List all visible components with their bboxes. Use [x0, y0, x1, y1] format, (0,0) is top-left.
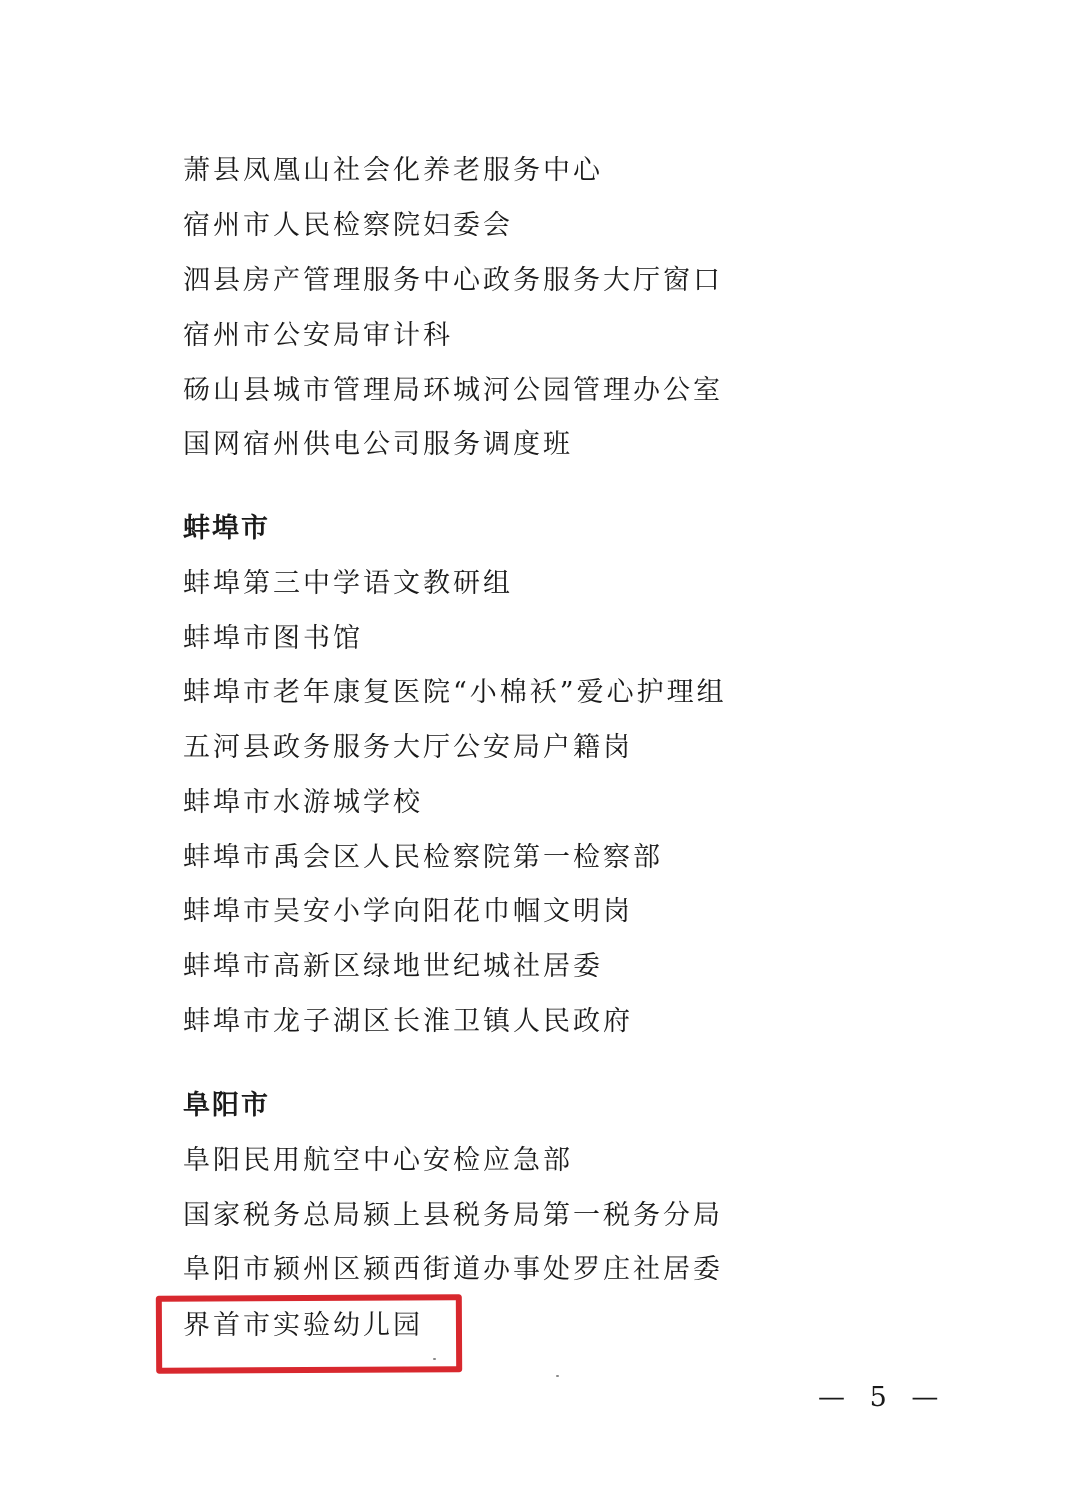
list-item: 阜阳民用航空中心安检应急部 [183, 1145, 573, 1176]
page-number: — 5 — [818, 1382, 947, 1413]
section-heading-fuyang: 阜阳市 [183, 1090, 270, 1121]
list-item: 阜阳市颍州区颍西街道办事处罗庄社居委 [183, 1254, 723, 1285]
list-item: 蚌埠市水游城学校 [183, 787, 423, 818]
list-item: 蚌埠市龙子湖区长淮卫镇人民政府 [183, 1006, 633, 1037]
scan-speck [556, 1375, 559, 1377]
list-item: 蚌埠第三中学语文教研组 [183, 568, 513, 599]
list-item: 萧县凤凰山社会化养老服务中心 [183, 155, 603, 186]
list-item: 蚌埠市禹会区人民检察院第一检察部 [183, 842, 663, 873]
list-item: 宿州市人民检察院妇委会 [183, 210, 513, 241]
list-item-highlighted: 界首市实验幼儿园 [183, 1310, 423, 1341]
list-item: 宿州市公安局审计科 [183, 320, 453, 351]
list-item: 蚌埠市图书馆 [183, 623, 363, 654]
list-item: 国家税务总局颍上县税务局第一税务分局 [183, 1200, 723, 1231]
scan-speck [433, 1358, 436, 1360]
list-item: 国网宿州供电公司服务调度班 [183, 429, 573, 460]
list-item: 蚌埠市高新区绿地世纪城社居委 [183, 951, 603, 982]
list-item: 蚌埠市吴安小学向阳花巾帼文明岗 [183, 896, 633, 927]
list-item: 泗县房产管理服务中心政务服务大厅窗口 [183, 265, 723, 296]
section-heading-bengbu: 蚌埠市 [183, 513, 270, 544]
list-item: 蚌埠市老年康复医院“小棉袄”爱心护理组 [183, 677, 727, 708]
red-highlight-box [156, 1294, 462, 1374]
list-item: 砀山县城市管理局环城河公园管理办公室 [183, 375, 723, 406]
list-item: 五河县政务服务大厅公安局户籍岗 [183, 732, 633, 763]
